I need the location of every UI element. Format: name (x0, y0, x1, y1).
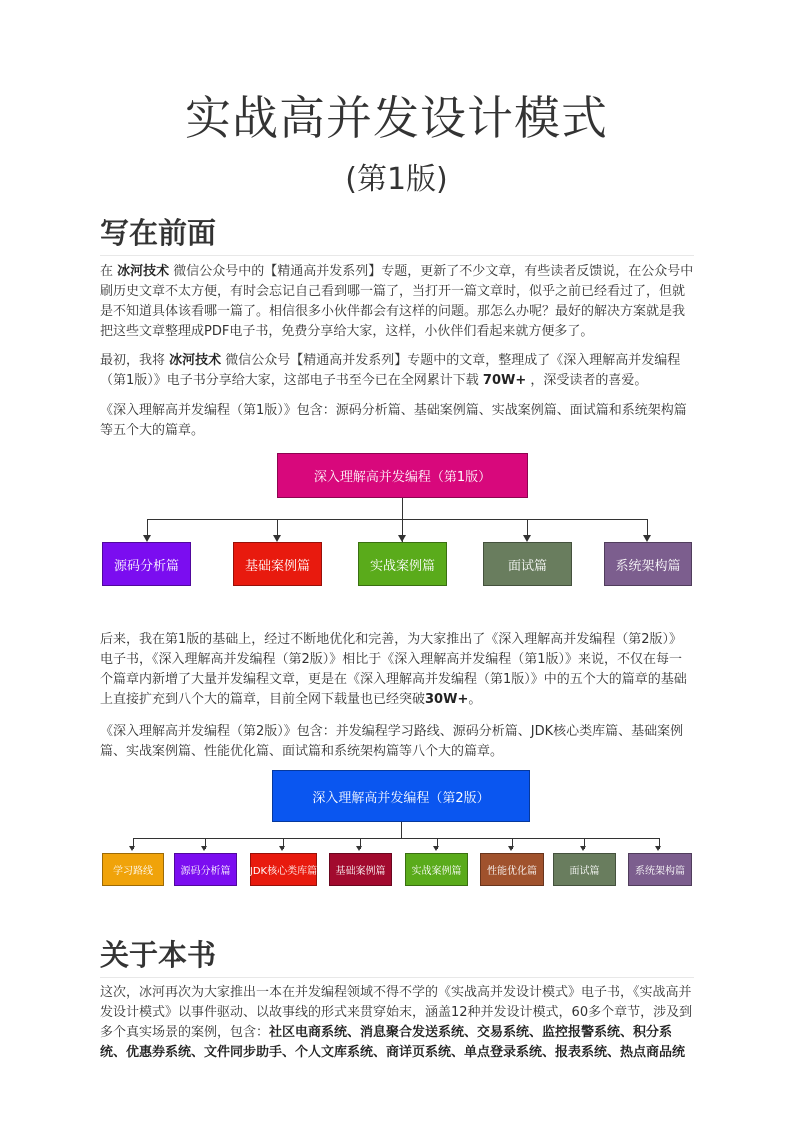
edition-2-diagram (100, 768, 694, 890)
document-subtitle: (第1版) (345, 162, 448, 197)
diagram1-node: 实战案例篇 (358, 542, 447, 586)
edition-1-diagram (100, 450, 694, 600)
document-title: 实战高并发设计模式 (185, 91, 608, 145)
intro-paragraph-5: 《深入理解高并发编程（第2版）》包含：并发编程学习路线、源码分析篇、JDK核心类库篇、基础案例篇、实战案例篇、性能优化篇、面试篇和系统架构篇等八个大的篇章。 (100, 724, 684, 759)
diagram1-node: 面试篇 (483, 542, 572, 586)
section-heading-about: 关于本书 (100, 933, 694, 978)
section-heading-intro: 写在前面 (100, 211, 694, 256)
intro-paragraph-1: 在 冰河技术 微信公众号中的【精通高并发系列】专题，更新了不少文章，有些读者反馈说，在公众号中刷历史文章不太方便，有时会忘记自己看到哪一篇了，当打开一篇文章时，似乎之前已经看过了，但就是不知道具体该看哪一篇了。相信很多小伙伴都会有这样的问题。那怎么办呢？最好的解决方案就是我把这些文章整理成PDF电子书，免费分享给大家，这样，小伙伴们看起来就方便多了。 (100, 264, 694, 339)
diagram2-root-node: 深入理解高并发编程（第2版） (272, 770, 530, 822)
diagram2-node: 系统架构篇 (628, 853, 692, 886)
diagram2-node: 学习路线 (102, 853, 164, 886)
about-paragraph-1: 这次，冰河再次为大家推出一本在并发编程领域不得不学的《实战高并发设计模式》电子书，《实战高并发设计模式》以事件驱动、以故事线的形式来贯穿始末，涵盖12种并发设计模式，60多个章节，涉及到多个真实场景的案例，包含：社区电商系统、消息聚合发送系统、交易系统、监控报警系统、积分系统、优惠券系统、文件同步助手、个人文库系统、商详页系统、单点登录系统、报表系统、热点商品统 (100, 985, 693, 1060)
diagram2-connector (401, 822, 402, 838)
intro-paragraph-4: 后来，我在第1版的基础上，经过不断地优化和完善，为大家推出了《深入理解高并发编程（第2版）》电子书，《深入理解高并发编程（第2版）》相比于《深入理解高并发编程（第1版）》来说，不仅在每一个篇章内新增了大量并发编程文章，更是在《深入理解高并发编程（第1版）》中的五个大的篇章的基础上直接扩充到八个大的篇章，目前全网下载量也已经突破30W+。 (100, 632, 687, 707)
diagram1-node: 系统架构篇 (604, 542, 692, 586)
diagram2-node: 基础案例篇 (329, 853, 392, 886)
diagram2-node: JDK核心类库篇 (250, 853, 317, 886)
intro-paragraph-3: 《深入理解高并发编程（第1版）》包含：源码分析篇、基础案例篇、实战案例篇、面试篇和系统架构篇等五个大的篇章。 (100, 403, 687, 438)
diagram1-connector (147, 519, 647, 520)
diagram1-root-node: 深入理解高并发编程（第1版） (277, 453, 528, 498)
diagram2-node: 面试篇 (553, 853, 616, 886)
diagram2-connector (133, 838, 659, 839)
intro-paragraph-2: 最初，我将 冰河技术 微信公众号【精通高并发系列】专题中的文章，整理成了《深入理解高并发编程（第1版）》电子书分享给大家，这部电子书至今已在全网累计下载 70W+ ，深受读者的喜爱。 (100, 353, 681, 388)
diagram2-node: 性能优化篇 (480, 853, 544, 886)
diagram1-node: 基础案例篇 (233, 542, 322, 586)
diagram1-node: 源码分析篇 (102, 542, 191, 586)
diagram2-node: 源码分析篇 (174, 853, 237, 886)
diagram2-node: 实战案例篇 (405, 853, 468, 886)
